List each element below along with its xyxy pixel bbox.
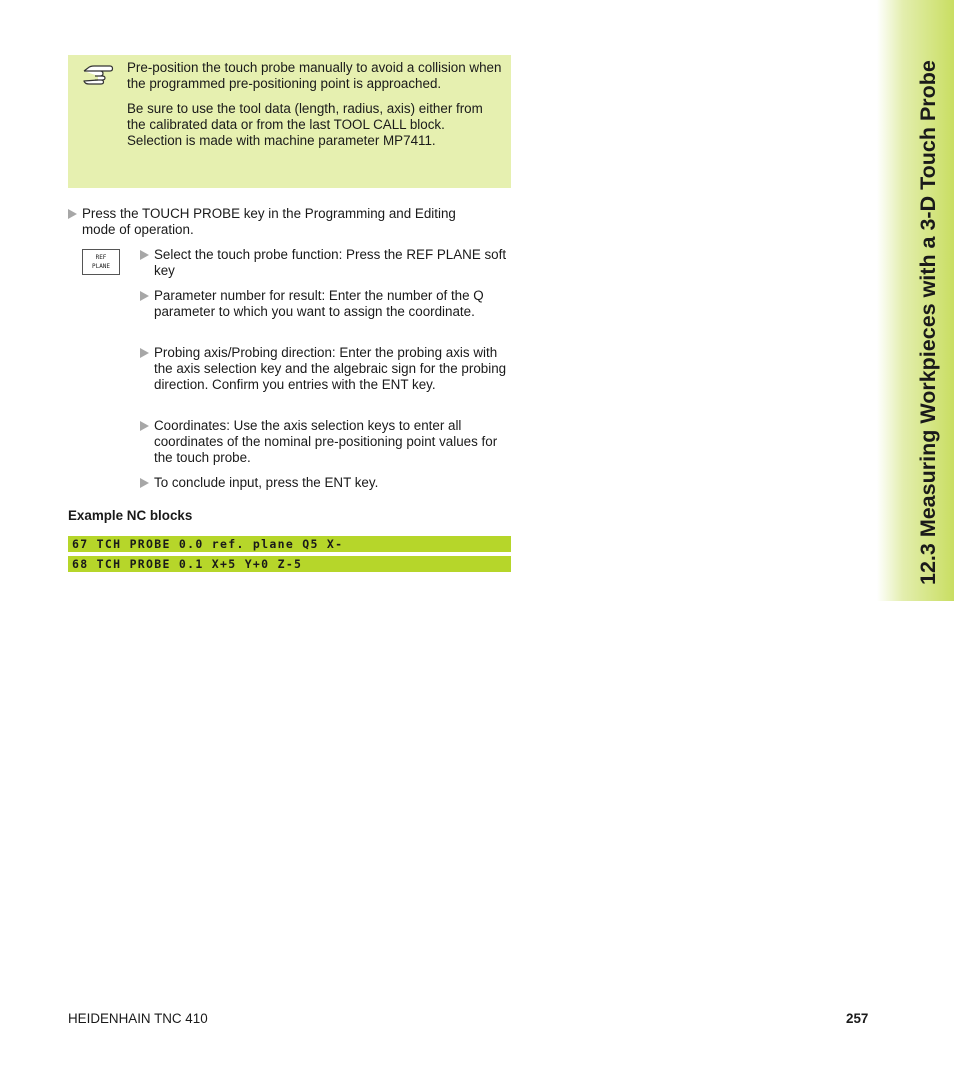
- note-box: [68, 55, 511, 188]
- softkey-label-line1: REF: [95, 254, 107, 261]
- pointing-hand-icon: [82, 63, 114, 85]
- page-number: 257: [846, 1011, 869, 1026]
- bullet-arrow-icon: [68, 209, 77, 219]
- chapter-side-title: 12.3 Measuring Workpieces with a 3-D Touch Probe: [916, 60, 940, 585]
- bullet-arrow-icon: [140, 421, 149, 431]
- sub-step-text: To conclude input, press the ENT key.: [154, 475, 379, 490]
- note-text: [127, 60, 503, 158]
- bullet-arrow-icon: [140, 291, 149, 301]
- nc-block: 68 TCH PROBE 0.1 X+5 Y+0 Z-5: [68, 556, 511, 572]
- nc-block: 67 TCH PROBE 0.0 ref. plane Q5 X-: [68, 536, 511, 552]
- bullet-arrow-icon: [140, 348, 149, 358]
- example-heading: Example NC blocks: [68, 508, 193, 523]
- note-paragraph: Pre-position the touch probe manually to avoid a collision when the programmed pre-positioning point is approached.: [127, 60, 502, 91]
- softkey-label-line2: PLANE: [91, 263, 111, 270]
- step-text: Press the TOUCH PROBE key in the Programming and Editing mode of operation.: [82, 206, 456, 237]
- footer-product: HEIDENHAIN TNC 410: [68, 1011, 208, 1026]
- sub-step-text: Coordinates: Use the axis selection keys to enter all coordinates of the nominal pre-positioning point values for the touch probe.: [154, 418, 498, 465]
- sub-step-text: Select the touch probe function: Press the REF PLANE soft key: [154, 247, 507, 278]
- sub-step-text: Probing axis/Probing direction: Enter the probing axis with the axis selection key and the algebraic sign for the probing direction. Confirm you entries with the ENT key.: [154, 345, 507, 392]
- bullet-arrow-icon: [140, 250, 149, 260]
- bullet-arrow-icon: [140, 478, 149, 488]
- note-paragraph: Be sure to use the tool data (length, radius, axis) either from the calibrated data or from the last TOOL CALL block. Selection is made with machine parameter MP7411.: [127, 101, 483, 148]
- ref-plane-softkey[interactable]: [82, 249, 120, 275]
- sub-step-text: Parameter number for result: Enter the number of the Q parameter to which you want to assign the coordinate.: [154, 288, 484, 319]
